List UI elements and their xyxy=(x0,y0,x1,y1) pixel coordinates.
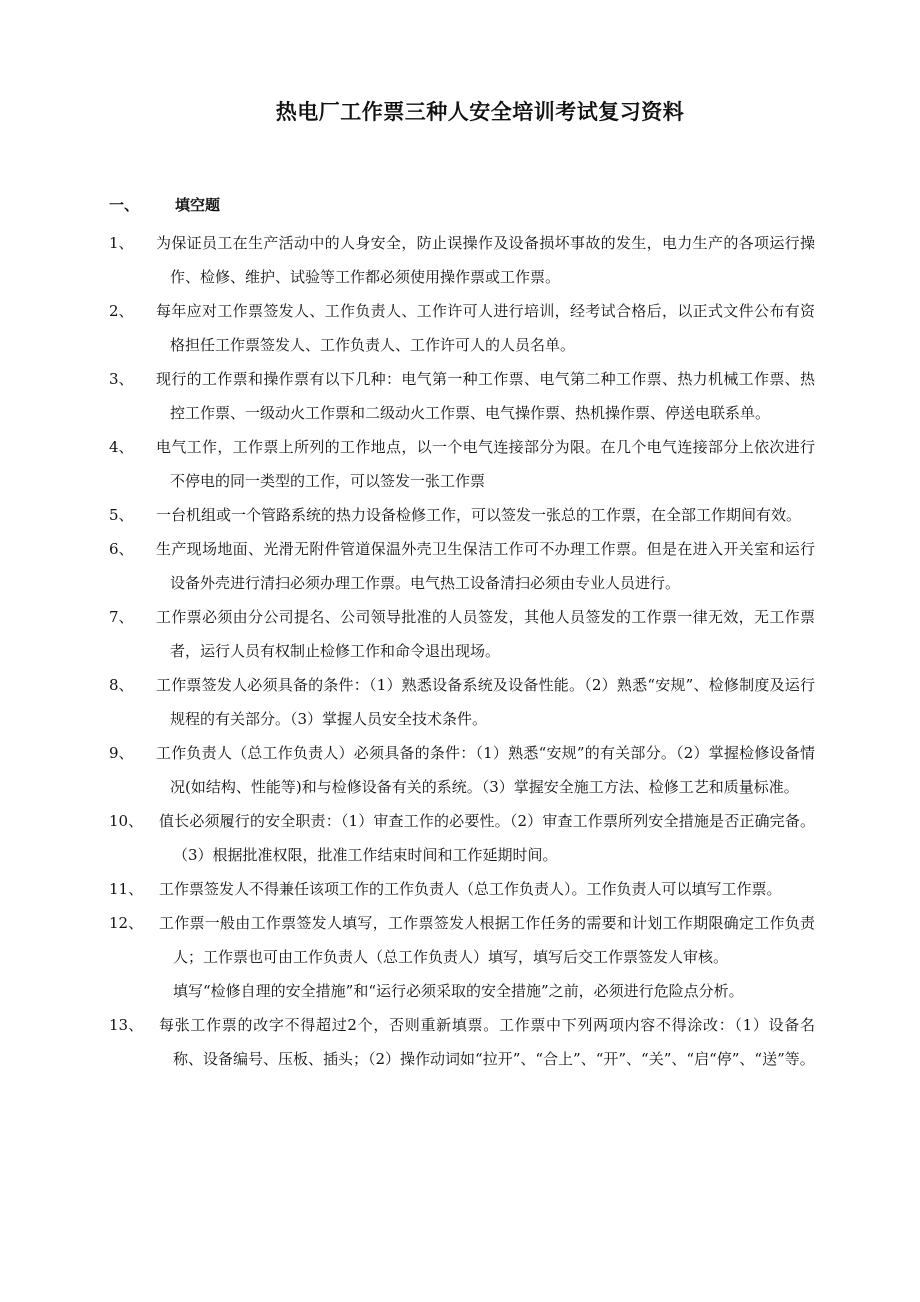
list-item xyxy=(109,532,815,600)
item-extra-text: 填写“检修自理的安全措施”和“运行必须采取的安全措施”之前，必须进行危险点分析。 xyxy=(173,982,744,1000)
list-item xyxy=(109,498,815,532)
item-number: 10、 xyxy=(109,812,144,830)
list-item xyxy=(109,362,815,430)
list-item xyxy=(109,668,815,736)
item-text: 生产现场地面、光滑无附件管道保温外壳卫生保洁工作可不办理工作票。但是在进入开关室和运行设备外壳进行清扫必须办理工作票。电气热工设备清扫必须由专业人员进行。 xyxy=(156,540,815,592)
item-text: 工作票签发人不得兼任该项工作的工作负责人（总工作负责人）。工作负责人可以填写工作票。 xyxy=(159,880,782,898)
item-text: 一台机组或一个管路系统的热力设备检修工作，可以签发一张总的工作票，在全部工作期间有效。 xyxy=(156,506,802,524)
item-number: 12、 xyxy=(109,914,144,932)
item-number: 11、 xyxy=(109,880,144,898)
page-title: 热电厂工作票三种人安全培训考试复习资料 xyxy=(275,100,685,124)
section-number: 一、 xyxy=(109,196,140,214)
list-item xyxy=(109,872,815,906)
item-number: 5、 xyxy=(109,506,134,524)
item-text: 电气工作，工作票上所列的工作地点，以一个电气连接部分为限。在几个电气连接部分上依次进行不停电的同一类型的工作，可以签发一张工作票 xyxy=(156,438,815,490)
item-text: 工作负责人（总工作负责人）必须具备的条件：（1）熟悉“安规”的有关部分。（2）掌握检修设备情况(如结构、性能等)和与检修设备有关的系统。（3）掌握安全施工方法、检修工艺和质量标准。 xyxy=(156,744,815,796)
item-text: 值长必须履行的安全职责：（1）审查工作的必要性。（2）审查工作票所列安全措施是否正确完备。（3）根据批准权限，批准工作结束时间和工作延期时间。 xyxy=(159,812,815,864)
item-number: 3、 xyxy=(109,370,134,388)
item-number: 13、 xyxy=(109,1016,144,1034)
question-list xyxy=(109,226,815,1076)
item-number: 9、 xyxy=(109,744,134,762)
item-text: 现行的工作票和操作票有以下几种：电气第一种工作票、电气第二种工作票、热力机械工作票、热控工作票、一级动火工作票和二级动火工作票、电气操作票、热机操作票、停送电联系单。 xyxy=(156,370,815,422)
item-number: 8、 xyxy=(109,676,134,694)
item-number: 7、 xyxy=(109,608,134,626)
item-text: 工作票必须由分公司提名、公司领导批准的人员签发，其他人员签发的工作票一律无效，无工作票者，运行人员有权制止检修工作和命令退出现场。 xyxy=(156,608,815,660)
list-item xyxy=(109,906,815,1008)
list-item xyxy=(109,430,815,498)
item-text: 每张工作票的改字不得超过2个，否则重新填票。工作票中下列两项内容不得涂改：（1）设备名称、设备编号、压板、插头；（2）操作动词如“拉开”、“合上”、“开”、“关”、“启“停”、“送”等。 xyxy=(159,1016,815,1068)
list-item xyxy=(109,804,815,872)
list-item xyxy=(109,294,815,362)
item-number: 1、 xyxy=(109,234,134,252)
item-text: 每年应对工作票签发人、工作负责人、工作许可人进行培训，经考试合格后，以正式文件公布有资格担任工作票签发人、工作负责人、工作许可人的人员名单。 xyxy=(156,302,815,354)
item-number: 6、 xyxy=(109,540,134,558)
section-heading xyxy=(109,194,220,215)
item-number: 4、 xyxy=(109,438,134,456)
section-label: 填空题 xyxy=(175,196,221,214)
item-number: 2、 xyxy=(109,302,134,320)
item-text: 工作票签发人必须具备的条件：（1）熟悉设备系统及设备性能。（2）熟悉“安规”、检修制度及运行规程的有关部分。（3）掌握人员安全技术条件。 xyxy=(156,676,815,728)
list-item xyxy=(109,736,815,804)
list-item xyxy=(109,226,815,294)
item-text: 工作票一般由工作票签发人填写，工作票签发人根据工作任务的需要和计划工作期限确定工作负责人；工作票也可由工作负责人（总工作负责人）填写，填写后交工作票签发人审核。 xyxy=(159,914,815,966)
list-item xyxy=(109,1008,815,1076)
item-text: 为保证员工在生产活动中的人身安全，防止误操作及设备损坏事故的发生，电力生产的各项运行操作、检修、维护、试验等工作都必须使用操作票或工作票。 xyxy=(156,234,815,286)
list-item xyxy=(109,600,815,668)
